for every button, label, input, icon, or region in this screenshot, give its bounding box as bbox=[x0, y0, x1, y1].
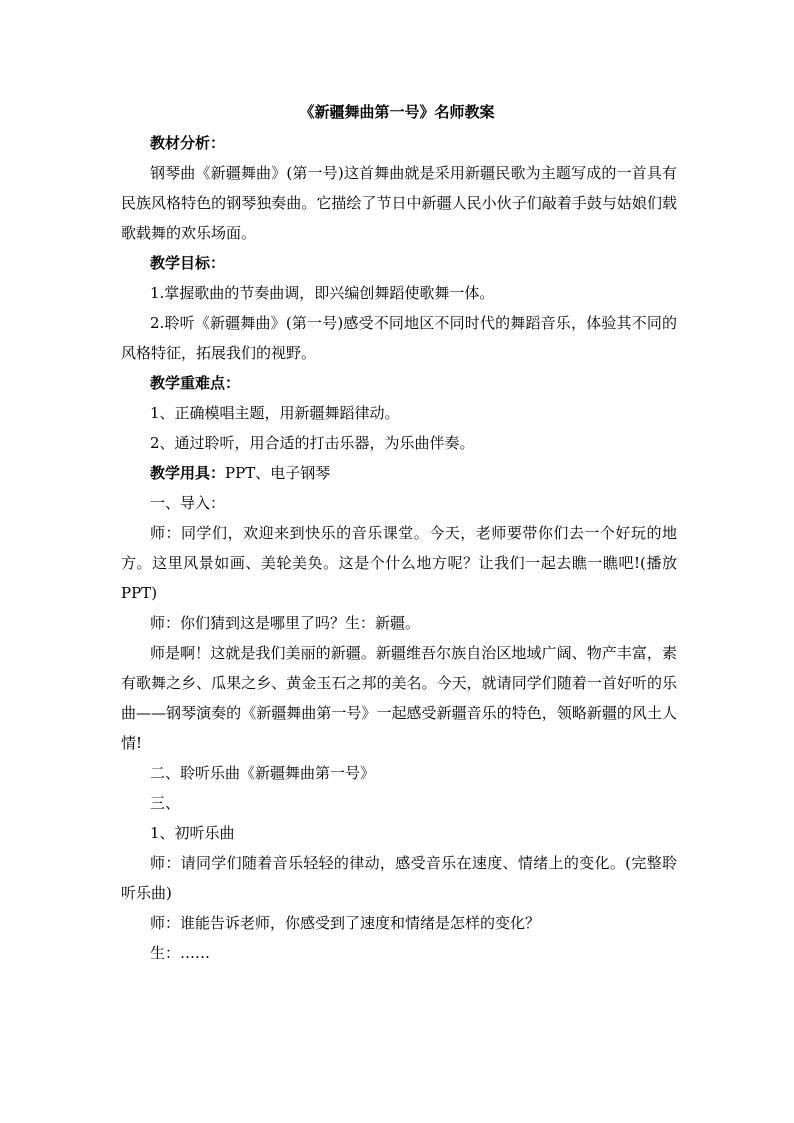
step-1-heading: 一、导入： bbox=[150, 494, 226, 512]
teaching-tools-line bbox=[121, 458, 677, 488]
listen-paragraph: 师：请同学们随着音乐轻轻的律动，感受音乐在速度、情绪上的变化。(完整聆听乐曲) bbox=[121, 854, 677, 902]
key-point-1: 1、正确模唱主题，用新疆舞蹈律动。 bbox=[150, 404, 400, 422]
teaching-goal-2: 2.聆听《新疆舞曲》(第一号)感受不同地区不同时代的舞蹈音乐，体验其不同的风格特征，拓展我们的视野。 bbox=[121, 314, 677, 362]
step-2-heading: 二、聆听乐曲《新疆舞曲第一号》 bbox=[150, 764, 376, 782]
teaching-tools-value: PPT、电子钢琴 bbox=[225, 464, 331, 482]
answer-paragraph: 生：…… bbox=[150, 944, 211, 962]
document-body bbox=[121, 128, 677, 968]
material-analysis-heading: 教材分析： bbox=[150, 134, 226, 152]
step-3-heading: 三、 bbox=[150, 794, 181, 812]
key-points-heading: 教学重难点： bbox=[150, 374, 241, 392]
key-point-2: 2、通过聆听，用合适的打击乐器，为乐曲伴奏。 bbox=[150, 434, 475, 452]
teaching-goals-heading: 教学目标： bbox=[150, 254, 226, 272]
teaching-tools-label: 教学用具： bbox=[150, 464, 226, 482]
page-title: 《新疆舞曲第一号》名师教案 bbox=[299, 103, 495, 121]
ask-paragraph: 师：谁能告诉老师，你感受到了速度和情绪是怎样的变化？ bbox=[150, 914, 541, 932]
material-analysis-paragraph: 钢琴曲《新疆舞曲》(第一号)这首舞曲就是采用新疆民歌为主题写成的一首具有民族风格特色的钢琴独奏曲。它描绘了节日中新疆人民小伙子们敲着手鼓与姑娘们载歌载舞的欢乐场面。 bbox=[121, 164, 677, 242]
intro-paragraph: 师：同学们，欢迎来到快乐的音乐课堂。今天，老师要带你们去一个好玩的地方。这里风景如画、美轮美奂。这是个什么地方呢？让我们一起去瞧一瞧吧!(播放PPT) bbox=[121, 524, 677, 602]
sub-step-1-heading: 1、初听乐曲 bbox=[150, 824, 235, 842]
xinjiang-paragraph: 师是啊！这就是我们美丽的新疆。新疆维吾尔族自治区地域广阔、物产丰富，素有歌舞之乡、瓜果之乡、黄金玉石之邦的美名。今天，就请同学们随着一首好听的乐曲——钢琴演奏的《新疆舞曲第一号》一起感受新疆音乐的特色，领略新疆的风土人情! bbox=[121, 644, 677, 752]
guess-paragraph: 师：你们猜到这是哪里了吗？生：新疆。 bbox=[150, 614, 421, 632]
teaching-goal-1: 1.掌握歌曲的节奏曲调，即兴编创舞蹈使歌舞一体。 bbox=[150, 284, 495, 302]
